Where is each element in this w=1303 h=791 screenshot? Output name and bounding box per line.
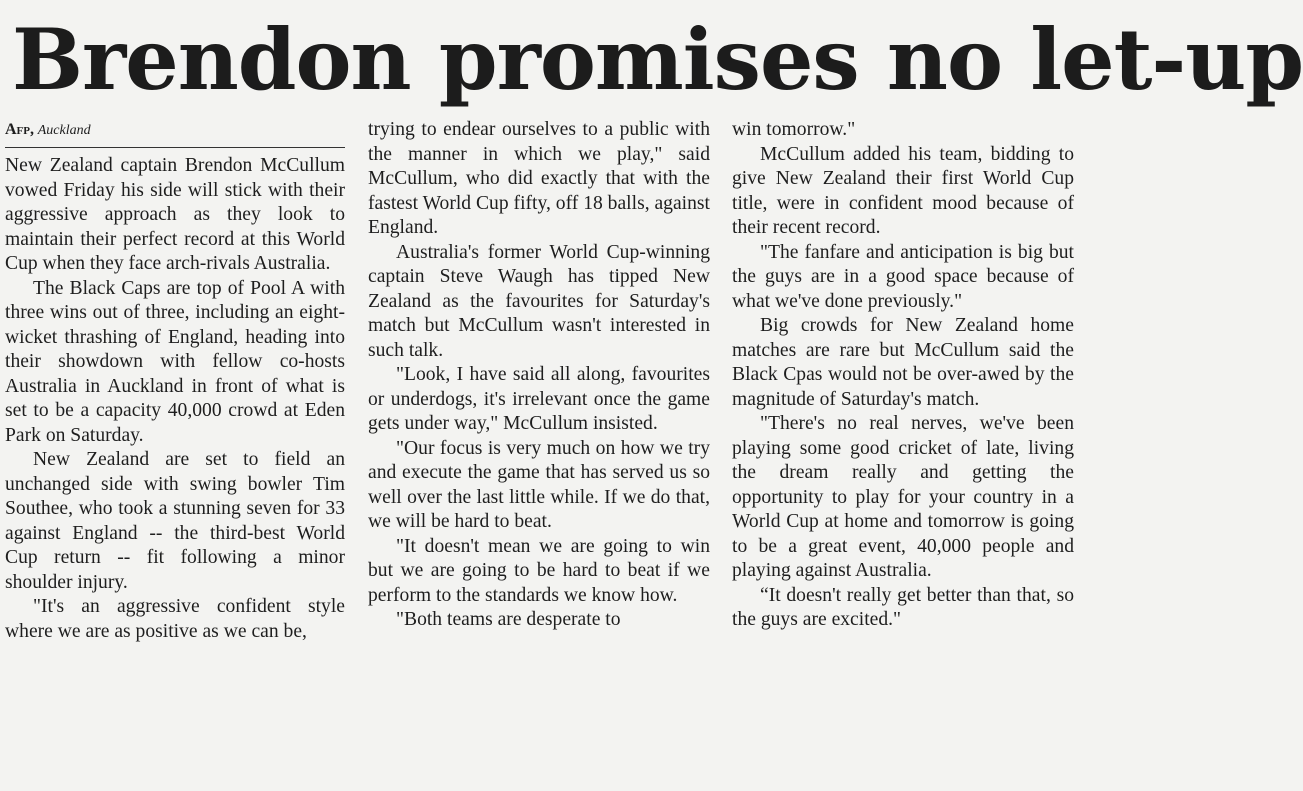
- paragraph: "Our focus is very much on how we try and execute the game that has served us so well over the last little while. If we do that, we will be hard to beat.: [368, 437, 710, 532]
- headline: Brendon promises no let-up: [12, 10, 1303, 109]
- paragraph: "The fanfare and anticipation is big but the guys are in a good space because of what we've done previously.": [732, 241, 1074, 312]
- article-column-1: [5, 118, 345, 778]
- dateline: [5, 118, 345, 148]
- paragraph: trying to endear ourselves to a public with the manner in which we play," said McCullum, who did exactly that with the fastest World Cup fifty, off 18 balls, against England.: [368, 119, 710, 238]
- paragraph: “It doesn't really get better than that, so the guys are excited.": [732, 584, 1074, 630]
- paragraph: The Black Caps are top of Pool A with three wins out of three, including an eight-wicket thrashing of England, heading into their showdown with fellow co-hosts Australia in Auckland in front of what is set to be a capacity 40,000 crowd at Eden Park on Saturday.: [5, 277, 345, 446]
- paragraph: "Look, I have said all along, favourites or underdogs, it's irrelevant once the game gets under way," McCullum insisted.: [368, 364, 710, 434]
- dateline-agency: Afp,: [5, 121, 34, 138]
- paragraph: New Zealand are set to field an unchanged side with swing bowler Tim Southee, who took a stunning seven for 33 against England -- the third-best World Cup return -- fit following a minor shoulder injury.: [5, 449, 345, 593]
- paragraph: "It doesn't mean we are going to win but we are going to be hard to beat if we perform to the standards we know how.: [368, 535, 710, 606]
- article-column-2: [368, 118, 710, 778]
- paragraph: Big crowds for New Zealand home matches are rare but McCullum said the Black Cpas would not be over-awed by the magnitude of Saturday's match.: [732, 315, 1074, 410]
- paragraph: win tomorrow.": [732, 119, 856, 140]
- paragraph: McCullum added his team, bidding to give New Zealand their first World Cup title, were in confident mood because of their recent record.: [732, 143, 1074, 238]
- paragraph: "There's no real nerves, we've been playing some good cricket of late, living the dream really and getting the opportunity to play for your country in a World Cup at home and tomorrow is going to be a great event, 40,000 people and playing against Australia.: [732, 413, 1074, 581]
- article-column-3: [732, 118, 1074, 778]
- paragraph: Australia's former World Cup-winning captain Steve Waugh has tipped New Zealand as the favourites for Saturday's match but McCullum wasn't interested in such talk.: [368, 241, 710, 361]
- paragraph: "Both teams are desperate to: [396, 609, 621, 630]
- dateline-place: Auckland: [37, 123, 91, 138]
- paragraph: New Zealand captain Brendon McCullum vowed Friday his side will stick with their aggressive approach as they look to maintain their perfect record at this World Cup when they face arch-rivals Australia.: [5, 155, 345, 274]
- paragraph: "It's an aggressive confident style where we are as positive as we can be,: [5, 596, 345, 642]
